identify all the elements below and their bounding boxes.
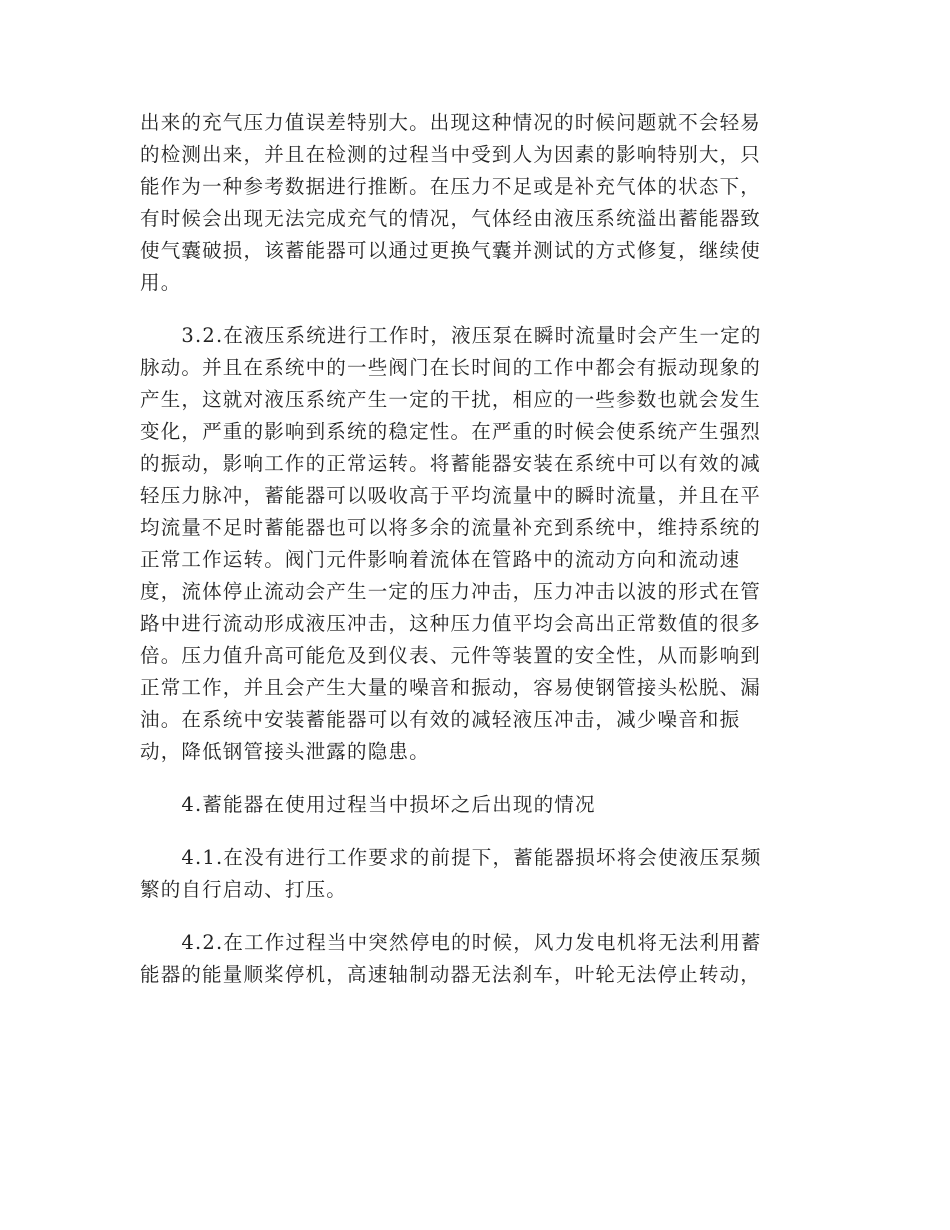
paragraph-3-2 (140, 320, 800, 768)
text-line: 产生，这就对液压系统产生一定的干扰，相应的一些参数也就会发生 (140, 388, 762, 411)
text-line: 的检测出来，并且在检测的过程当中受到人为因素的影响特别大，只 (140, 143, 762, 166)
text-line: 3.2.在液压系统进行工作时，液压泵在瞬时流量时会产生一定的 (140, 324, 762, 347)
text-line: 轻压力脉冲，蓄能器可以吸收高于平均流量中的瞬时流量，并且在平 (140, 484, 762, 507)
text-line: 动，降低钢管接头泄露的隐患。 (140, 740, 430, 763)
paragraph-intro-continued (140, 107, 800, 299)
text-line: 4.1.在没有进行工作要求的前提下，蓄能器损坏将会使液压泵频 (140, 846, 762, 869)
text-line: 用。 (140, 271, 182, 294)
text-line: 繁的自行启动、打压。 (140, 878, 348, 901)
text-line: 正常工作，并且会产生大量的噪音和振动，容易使钢管接头松脱、漏 (140, 676, 762, 699)
text-line: 正常工作运转。阀门元件影响着流体在管路中的流动方向和流动速 (140, 548, 741, 571)
heading-line: 4.蓄能器在使用过程当中损坏之后出现的情况 (140, 793, 596, 816)
paragraph-4-2 (140, 927, 800, 991)
text-line: 能作为一种参考数据进行推断。在压力不足或是补充气体的状态下， (140, 175, 762, 198)
text-line: 使气囊破损，该蓄能器可以通过更换气囊并测试的方式修复，继续使 (140, 239, 762, 262)
text-line: 能器的能量顺桨停机，高速轴制动器无法刹车，叶轮无法停止转动， (140, 963, 762, 986)
section-heading-4 (140, 789, 800, 821)
text-line: 有时候会出现无法完成充气的情况，气体经由液压系统溢出蓄能器致 (140, 207, 762, 230)
text-line: 出来的充气压力值误差特别大。出现这种情况的时候问题就不会轻易 (140, 111, 762, 134)
text-line: 均流量不足时蓄能器也可以将多余的流量补充到系统中，维持系统的 (140, 516, 762, 539)
paragraph-4-1 (140, 842, 800, 906)
document-body (140, 107, 800, 1012)
text-line: 变化，严重的影响到系统的稳定性。在严重的时候会使系统产生强烈 (140, 420, 762, 443)
text-line: 4.2.在工作过程当中突然停电的时候，风力发电机将无法利用蓄 (140, 931, 762, 954)
text-line: 度，流体停止流动会产生一定的压力冲击，压力冲击以波的形式在管 (140, 580, 762, 603)
text-line: 油。在系统中安装蓄能器可以有效的减轻液压冲击，减少噪音和振 (140, 708, 741, 731)
text-line: 倍。压力值升高可能危及到仪表、元件等装置的安全性，从而影响到 (140, 644, 762, 667)
text-line: 路中进行流动形成液压冲击，这种压力值平均会高出正常数值的很多 (140, 612, 762, 635)
text-line: 的振动，影响工作的正常运转。将蓄能器安装在系统中可以有效的减 (140, 452, 762, 475)
text-line: 脉动。并且在系统中的一些阀门在长时间的工作中都会有振动现象的 (140, 356, 762, 379)
